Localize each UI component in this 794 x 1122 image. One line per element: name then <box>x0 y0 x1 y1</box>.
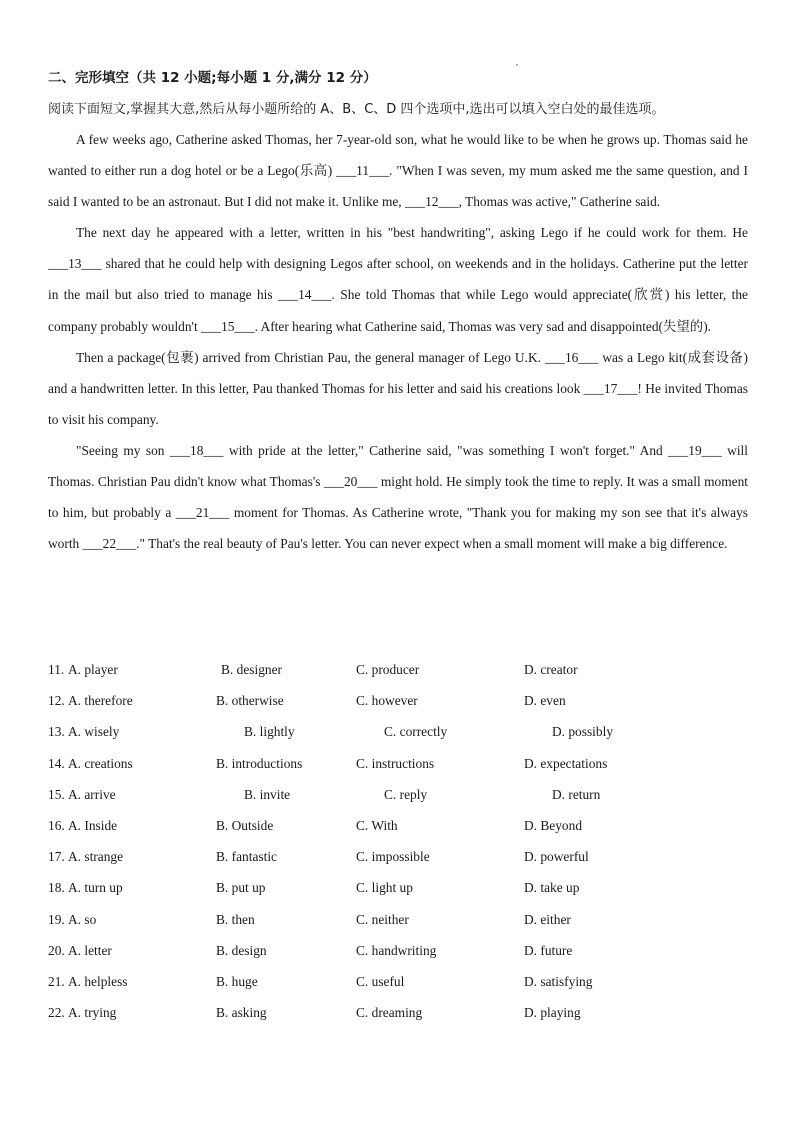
question-number: 21. <box>48 973 65 989</box>
question-number: 11. <box>48 662 65 677</box>
option-c: C. handwriting <box>356 942 437 958</box>
option-b: B. asking <box>216 1005 267 1021</box>
option-a: A. therefore <box>68 693 133 709</box>
option-d: D. powerful <box>524 849 589 865</box>
speck-decoration <box>516 64 518 66</box>
question-row <box>48 966 748 997</box>
question-row <box>48 685 748 716</box>
option-c: C. instructions <box>356 755 435 771</box>
option-d: D. creator <box>524 662 578 677</box>
passage-paragraph: A few weeks ago, Catherine asked Thomas, her 7-year-old son, what he would like to be when he grows up. Thomas said he wanted to either run a dog hotel or be a Lego(乐高) ___11___. "When I was seven, my mum asked me the same question, and I said I wanted to be an astronaut. But I did not make it. Unlike me, ___12___, Thomas was active," Catherine said. <box>48 132 748 210</box>
option-b: B. invite <box>244 786 291 802</box>
option-a: A. player <box>68 662 118 677</box>
section-title: 二、完形填空（共 12 小题;每小题 1 分,满分 12 分） <box>48 70 377 86</box>
option-d: D. possibly <box>552 724 614 740</box>
option-d: D. future <box>524 942 573 958</box>
question-row <box>48 872 748 903</box>
option-a: A. helpless <box>68 973 128 989</box>
cloze-passage <box>48 124 748 559</box>
question-row <box>48 716 748 747</box>
option-b: B. introductions <box>216 755 303 771</box>
option-c: C. reply <box>384 786 428 802</box>
option-a: A. arrive <box>68 786 116 802</box>
option-b: B. put up <box>216 880 266 896</box>
option-b: B. design <box>216 942 267 958</box>
question-number: 15. <box>48 786 65 802</box>
option-d: D. playing <box>524 1005 581 1021</box>
option-d: D. expectations <box>524 755 608 771</box>
passage-paragraph: Then a package(包裹) arrived from Christian Pau, the general manager of Lego U.K. ___16___ was a Lego kit(成套设备) and a handwritten letter. In this letter, Pau thanked Thomas for his letter and said his creations look ___17___! He invited Thomas to visit his company. <box>48 349 748 427</box>
option-c: C. dreaming <box>356 1005 423 1021</box>
option-a: A. letter <box>68 942 112 958</box>
option-d: D. either <box>524 911 571 927</box>
option-d: D. Beyond <box>524 817 583 833</box>
question-number: 13. <box>48 724 65 740</box>
option-a: A. wisely <box>68 724 120 740</box>
instructions: 阅读下面短文,掌握其大意,然后从每小题所给的 A、B、C、D 四个选项中,选出可以填入空白处的最佳选项。 <box>48 102 665 117</box>
option-b: B. then <box>216 911 255 927</box>
passage-paragraph: The next day he appeared with a letter, written in his "best handwriting", asking Lego if he could work for them. He ___13___ shared that he could help with designing Legos after school, on weekends and in the holidays. Catherine put the letter in the mail but also tried to manage his ___14___. She told Thomas that while Lego would appreciate(欣赏) his letter, the company probably wouldn't ___15___. After hearing what Catherine said, Thomas was very sad and disappointed(失望的). <box>48 225 748 334</box>
option-c: C. light up <box>356 880 413 896</box>
option-b: B. huge <box>216 973 258 989</box>
option-c: C. correctly <box>384 724 448 740</box>
option-d: D. even <box>524 693 566 709</box>
question-number: 22. <box>48 1005 65 1021</box>
option-c: C. impossible <box>356 849 430 865</box>
question-row <box>48 841 748 872</box>
option-b: B. lightly <box>244 724 295 740</box>
question-row <box>48 779 748 810</box>
option-d: D. return <box>552 786 601 802</box>
question-row <box>48 997 748 1028</box>
option-c: C. producer <box>356 662 420 677</box>
question-number: 18. <box>48 880 65 896</box>
passage-paragraph: "Seeing my son ___18___ with pride at the letter," Catherine said, "was something I won't forget." And ___19___ will Thomas. Christian Pau didn't know what Thomas's ___20___ might hold. He simply took the time to reply. It was a small moment to him, but probably a ___21___ moment for Thomas. As Catherine wrote, "Thank you for making my son see that it's always worth ___22___." That's the real beauty of Pau's letter. You can never expect when a small moment will make a big difference. <box>48 442 748 552</box>
option-b: B. designer <box>221 662 282 677</box>
option-a: A. strange <box>68 849 124 865</box>
question-number: 20. <box>48 942 65 958</box>
option-d: D. satisfying <box>524 973 593 989</box>
option-d: D. take up <box>524 880 580 896</box>
option-a: A. trying <box>68 1005 117 1021</box>
option-c: C. neither <box>356 911 409 927</box>
question-number: 17. <box>48 849 65 865</box>
question-number: 16. <box>48 817 65 833</box>
option-b: B. fantastic <box>216 849 277 865</box>
options-list <box>48 654 748 1028</box>
question-number: 14. <box>48 755 65 771</box>
option-a: A. so <box>68 911 97 927</box>
question-number: 12. <box>48 693 65 709</box>
question-number: 19. <box>48 911 65 927</box>
option-b: B. Outside <box>216 817 274 833</box>
option-a: A. turn up <box>68 880 123 896</box>
option-c: C. however <box>356 693 418 709</box>
question-row <box>48 748 748 779</box>
question-row <box>48 904 748 935</box>
question-row <box>48 935 748 966</box>
option-c: C. useful <box>356 973 405 989</box>
option-a: A. Inside <box>68 817 118 833</box>
option-a: A. creations <box>68 755 133 771</box>
question-row <box>48 810 748 841</box>
option-c: C. With <box>356 817 398 833</box>
option-b: B. otherwise <box>216 693 284 709</box>
question-row <box>48 654 748 685</box>
